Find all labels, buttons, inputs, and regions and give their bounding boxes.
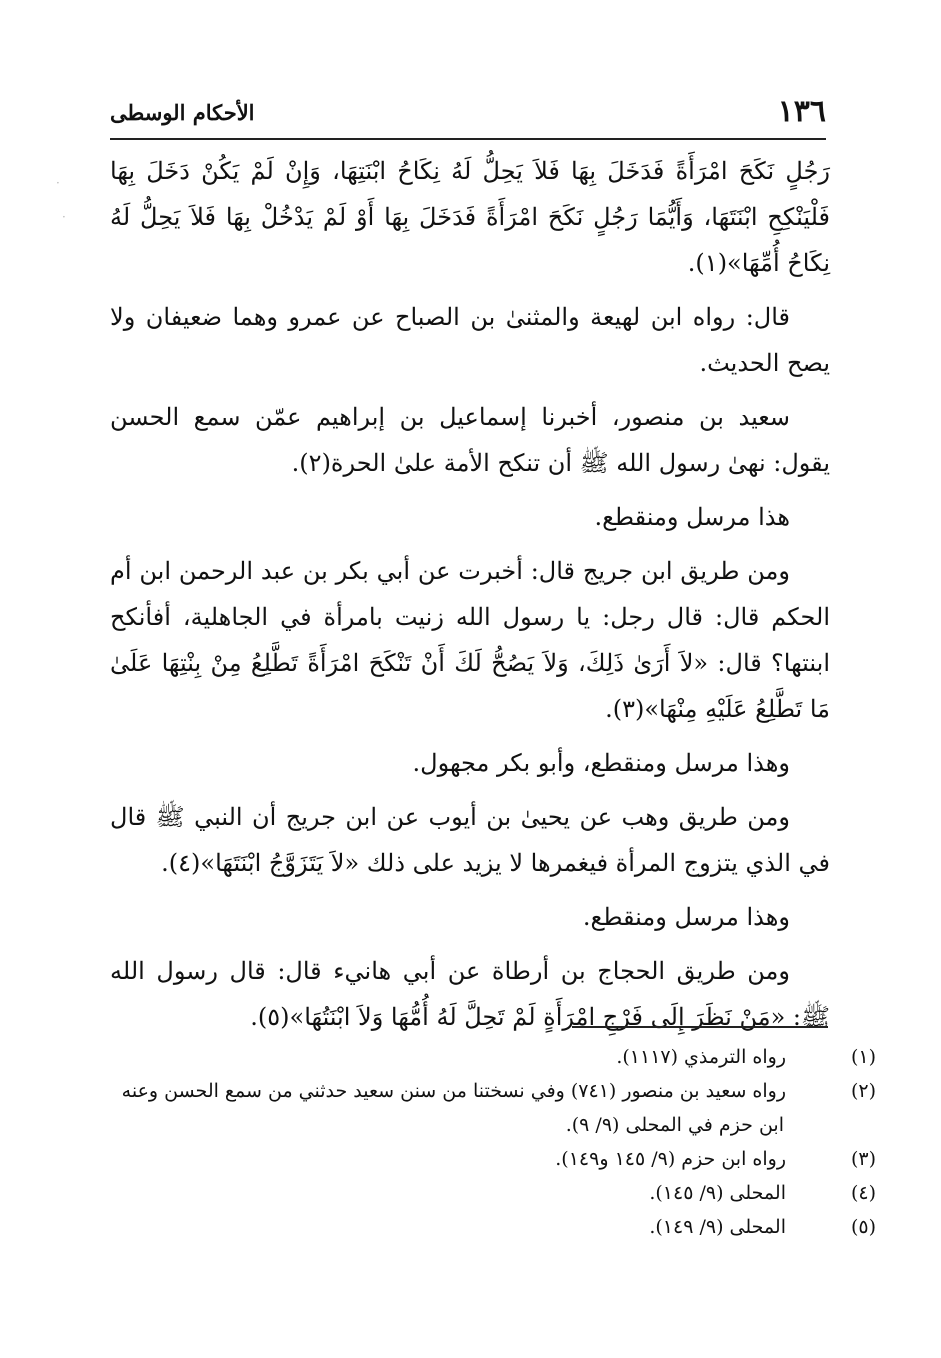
main-text xyxy=(110,148,830,1048)
paragraph: ومن طريق ابن جريج قال: أخبرت عن أبي بكر بن عبد الرحمن ابن أم الحكم قال: قال رجل: يا رسول الله زنيت بامرأة في الجاهلية، أفأنكح ابنتها؟ قال: «لاَ أَرَىٰ ذَلِكَ، وَلاَ يَصُحُّ لَكَ أَنْ تَنْكَحَ امْرَأَةً تَطَّلِعُ مِنْ بِنْتِهَا عَلَىٰ مَا تَطَّلِعُ عَلَيْهِ مِنْهَا»(٣). xyxy=(110,557,830,723)
footnote-text: المحلى (٩/ ١٤٩). xyxy=(649,1216,786,1238)
hadith-continuation: رَجُلٍ نَكَحَ امْرَأَةً فَدَخَلَ بِهَا فَلاَ يَحِلُّ لَهُ نِكَاحُ ابْنَتِهَا، وَإِنْ لَمْ يَكُنْ دَخَلَ بِهَا فَلْيَنْكِحِ ابْنَتَهَا، وَأَيُّمَا رَجُلٍ نَكَحَ امْرَأَةً فَدَخَلَ بِهَا أَوْ لَمْ يَدْخُلْ بِهَا فَلاَ يَحِلُّ لَهُ نِكَاحُ أُمِّهَا»(١). xyxy=(110,157,830,277)
paragraph: ومن طريق وهب عن يحيىٰ بن أيوب عن ابن جريج أن النبي ﷺ قال في الذي يتزوج المرأة فيغمرها لا يزيد على ذلك «لاَ يَتَزَوَّجُ ابْنَتَهَا»(٤). xyxy=(110,803,830,877)
footnote-divider xyxy=(572,1026,828,1028)
paragraph: ومن طريق الحجاج بن أرطاة عن أبي هانيء قال: قال رسول الله ﷺ: «مَنْ نَظَرَ إِلَى فَرْجِ امْرَأَةٍ لَمْ تَحِلَّ لَهُ أُمُّهَا وَلاَ ابْنَتُهَا»(٥). xyxy=(110,957,830,1031)
footnote xyxy=(110,1176,876,1210)
paragraph: قال: رواه ابن لهيعة والمثنىٰ بن الصباح عن عمرو وهما ضعيفان ولا يصح الحديث. xyxy=(110,303,830,377)
footnote-number: (١) xyxy=(850,1046,876,1068)
page-number: ١٣٦ xyxy=(777,94,826,129)
paragraph: هذا مرسل ومنقطع. xyxy=(594,503,790,531)
footnotes xyxy=(110,1040,876,1244)
footnote-text: رواه الترمذي (١١١٧). xyxy=(616,1046,786,1068)
footnote-number: (٢) xyxy=(850,1080,876,1102)
footnote-number: (٤) xyxy=(850,1182,876,1204)
paragraph: وهذا مرسل ومنقطع. xyxy=(582,903,790,931)
margin-speck: · xyxy=(62,210,66,224)
running-title: الأحكام الوسطى xyxy=(110,100,255,125)
margin-speck: · xyxy=(56,176,60,190)
footnote xyxy=(110,1210,876,1244)
paragraph: سعيد بن منصور، أخبرنا إسماعيل بن إبراهيم عمّن سمع الحسن يقول: نهىٰ رسول الله ﷺ أن تنكح الأمة علىٰ الحرة(٢). xyxy=(110,403,830,477)
footnote-text: رواه سعيد بن منصور (٧٤١) وفي نسختنا من سنن سعيد حدثني من سمع الحسن وعنه ابن حزم في المحلى (٩/ ٩). xyxy=(121,1080,786,1136)
footnote-number: (٥) xyxy=(850,1216,876,1238)
footnote xyxy=(110,1040,876,1074)
paragraph: وهذا مرسل ومنقطع، وأبو بكر مجهول. xyxy=(412,749,790,777)
footnote-number: (٣) xyxy=(850,1148,876,1170)
footnote xyxy=(110,1142,876,1176)
footnote-text: رواه ابن حزم (٩/ ١٤٥ و١٤٩). xyxy=(555,1148,786,1170)
footnote xyxy=(110,1074,876,1142)
footnote-text: المحلى (٩/ ١٤٥). xyxy=(649,1182,786,1204)
page-header xyxy=(110,92,826,140)
